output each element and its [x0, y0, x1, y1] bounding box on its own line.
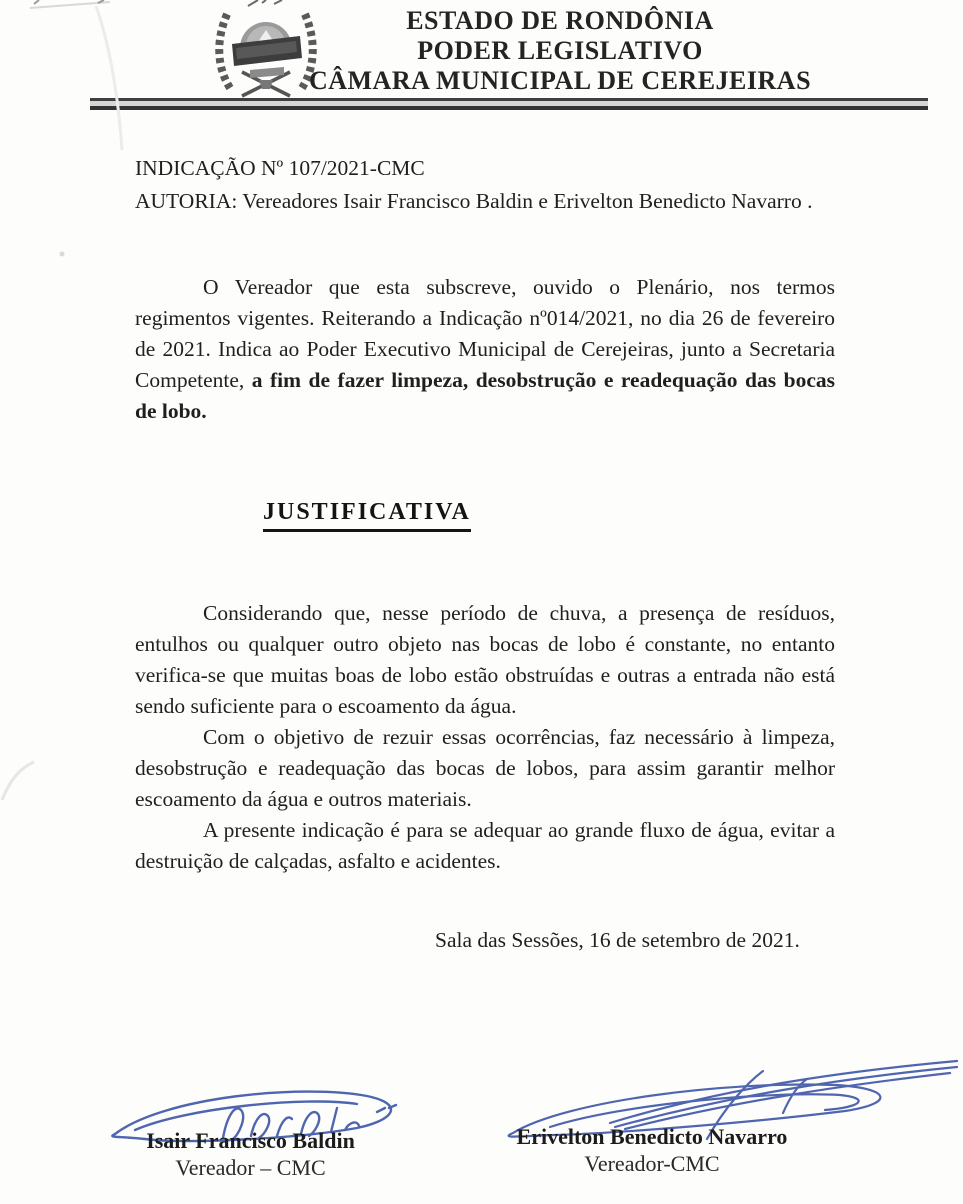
- scan-artifact-speck: [52, 244, 72, 264]
- letterhead-branch: PODER LEGISLATIVO: [417, 36, 703, 65]
- paragraph-purpose: A presente indicação é para se adequar ao grande fluxo de água, evitar a destruição de calçadas, asfalto e acidentes.: [135, 818, 835, 873]
- signer-name-baldin: Isair Francisco Baldin: [146, 1128, 355, 1153]
- letterhead-state: ESTADO DE RONDÔNIA: [406, 6, 714, 35]
- authors-line: AUTORIA: Vereadores Isair Francisco Baldin e Erivelton Benedicto Navarro .: [135, 189, 813, 213]
- signer-title-navarro: Vereador-CMC: [584, 1151, 720, 1176]
- paragraph-request-bold: a fim de fazer limpeza, desobstrução e readequação das bocas de lobo.: [135, 368, 835, 423]
- signature-block-baldin: [138, 1128, 363, 1181]
- letterhead: [300, 6, 820, 96]
- document-title-block: [135, 152, 835, 218]
- header-divider-rule: [90, 98, 928, 110]
- paragraph-considerations: Considerando que, nesse período de chuva, a presença de resíduos, entulhos ou qualquer outro objeto nas bocas de lobo é constante, no entanto verifica-se que muitas boas de lobo estão obstruídas e outras a entrada não está sendo suficiente para o escoamento da água.: [135, 601, 835, 718]
- scan-artifact-left-edge: [0, 740, 60, 820]
- letterhead-chamber: CÂMARA MUNICIPAL DE CEREJEIRAS: [308, 66, 812, 95]
- signer-title-baldin: Vereador – CMC: [175, 1155, 326, 1180]
- justification-heading: JUSTIFICATIVA: [263, 497, 471, 532]
- document-body: [135, 152, 835, 956]
- indication-number: INDICAÇÃO Nº 107/2021-CMC: [135, 156, 425, 180]
- signature-block-navarro: [502, 1124, 802, 1177]
- paragraph-objective: Com o objetivo de rezuir essas ocorrências, faz necessário à limpeza, desobstrução e readequação das bocas de lobos, para assim garantir melhor escoamento da água e outros materiais.: [135, 725, 835, 811]
- paragraph-request: [135, 272, 835, 427]
- session-date-line: Sala das Sessões, 16 de setembro de 2021.: [435, 928, 800, 952]
- paragraph-request-regular: O Vereador que esta subscreve, ouvido o Plenário, nos termos regimentos vigentes. Reiterando a Indicação nº014/2021, no dia 26 de fevereiro de 2021. Indica ao Poder Executivo Municipal de Cerejeiras, junto a Secretaria Competente,: [135, 275, 835, 392]
- signer-name-navarro: Erivelton Benedicto Navarro: [516, 1124, 788, 1149]
- justification-heading-wrap: [263, 497, 835, 532]
